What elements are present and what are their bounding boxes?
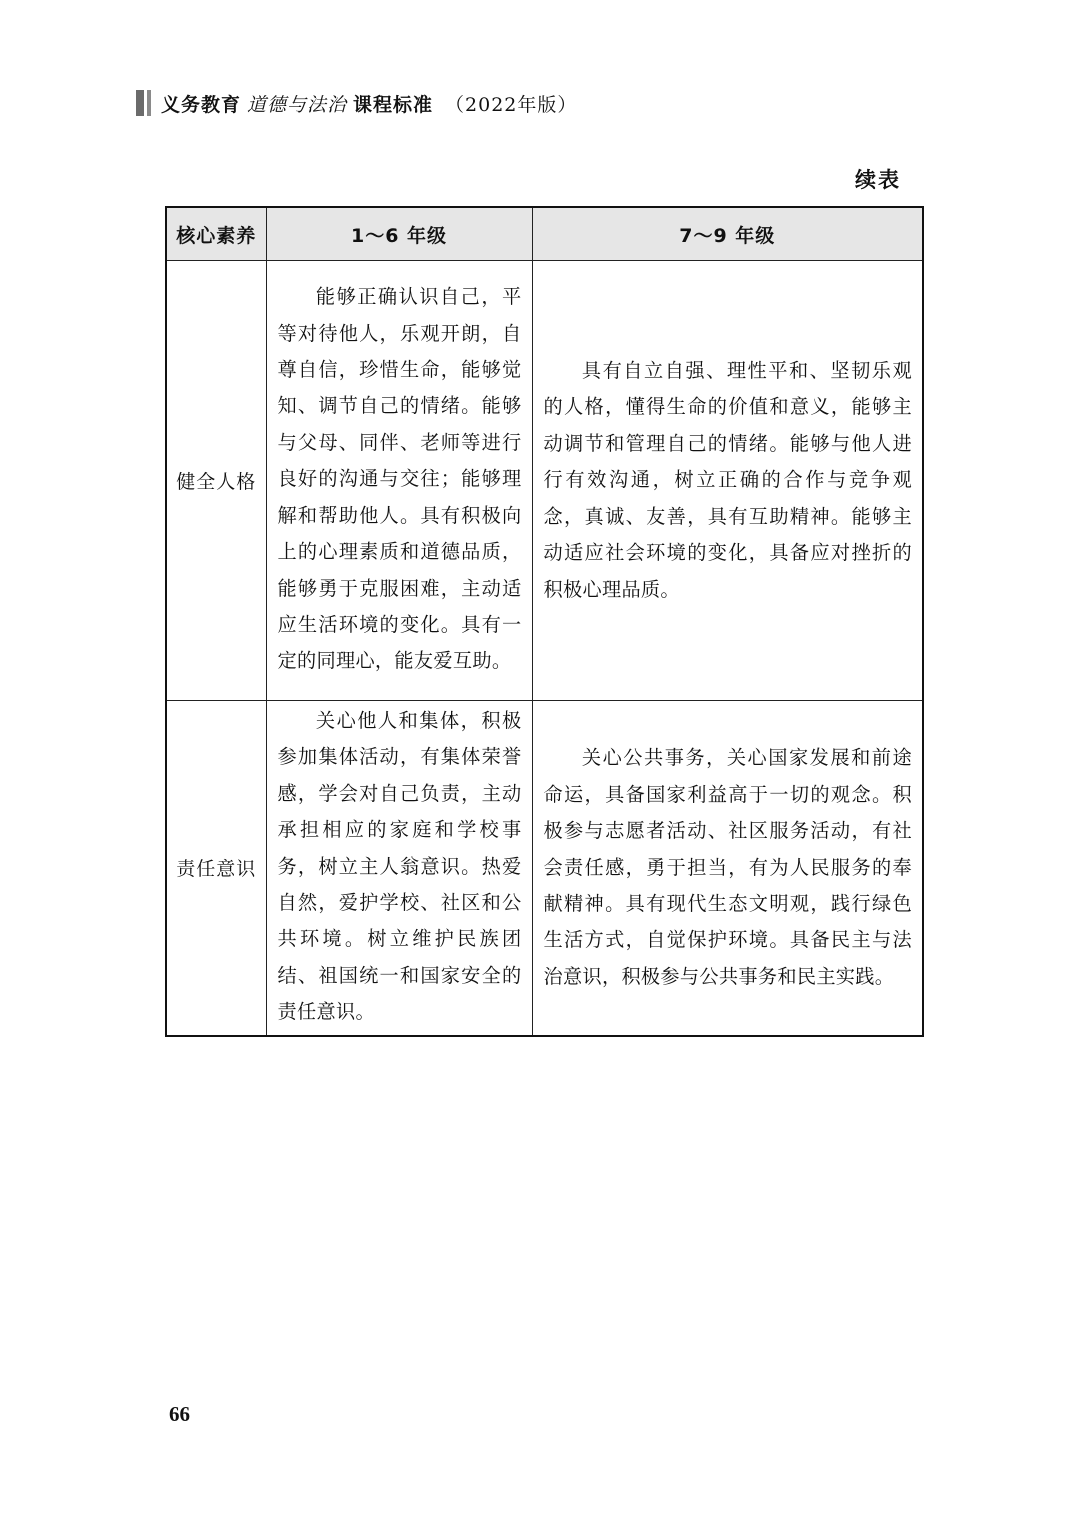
primary-grade-description <box>266 701 532 1036</box>
header-part3: 课程标准 <box>353 93 434 116</box>
header-edition: （2022年版） <box>445 93 578 116</box>
page-number: 66 <box>169 1402 190 1426</box>
header-title <box>161 90 577 117</box>
junior-grade-text: 关心公共事务，关心国家发展和前途命运，具备国家利益高于一切的观念。积极参与志愿者活动、社区服务活动，有社会责任感，勇于担当，有为人民服务的奉献精神。具有现代生态文明观，践行绿色生活方式，自觉保护环境。具备民主与法治意识，积极参与公共事务和民主实践。 <box>543 746 912 988</box>
primary-grade-description <box>266 261 532 701</box>
running-header <box>136 86 577 120</box>
primary-grade-text: 关心他人和集体，积极参加集体活动，有集体荣誉感，学会对自己负责，主动承担相应的家庭和学校事务，树立主人翁意识。热爱自然，爱护学校、社区和公共环境。树立维护民族团结、祖国统一和国家安全的责任意识。 <box>277 709 522 1024</box>
junior-grade-text: 具有自立自强、理性平和、坚韧乐观的人格，懂得生命的价值和意义，能够主动调节和管理自己的情绪。能够与他人进行有效沟通，树立正确的合作与竞争观念，真诚、友善，具有互助精神。能够主动适应社会环境的变化，具备应对挫折的积极心理品质。 <box>543 359 912 601</box>
header-part1: 义务教育 <box>161 93 242 116</box>
header-subject: 道德与法治 <box>247 93 348 116</box>
header-core-literacy: 核心素养 <box>166 207 266 261</box>
continued-label: 续表 <box>855 168 901 192</box>
core-literacy-name: 责任意识 <box>166 701 266 1036</box>
header-grades-1-6: 1～6 年级 <box>266 207 532 261</box>
header-grades-7-9: 7～9 年级 <box>532 207 923 261</box>
core-literacy-table <box>165 206 924 1037</box>
header-bar-icon <box>136 90 151 116</box>
table-row <box>166 701 923 1036</box>
primary-grade-text: 能够正确认识自己，平等对待他人，乐观开朗，自尊自信，珍惜生命，能够觉知、调节自己的情绪。能够与父母、同伴、老师等进行良好的沟通与交往；能够理解和帮助他人。具有积极向上的心理素质和道德品质，能够勇于克服困难，主动适应生活环境的变化。具有一定的同理心，能友爱互助。 <box>277 285 522 673</box>
junior-grade-description <box>532 261 923 701</box>
table-header-row <box>166 207 923 261</box>
core-literacy-name: 健全人格 <box>166 261 266 701</box>
junior-grade-description <box>532 701 923 1036</box>
table-row <box>166 261 923 701</box>
